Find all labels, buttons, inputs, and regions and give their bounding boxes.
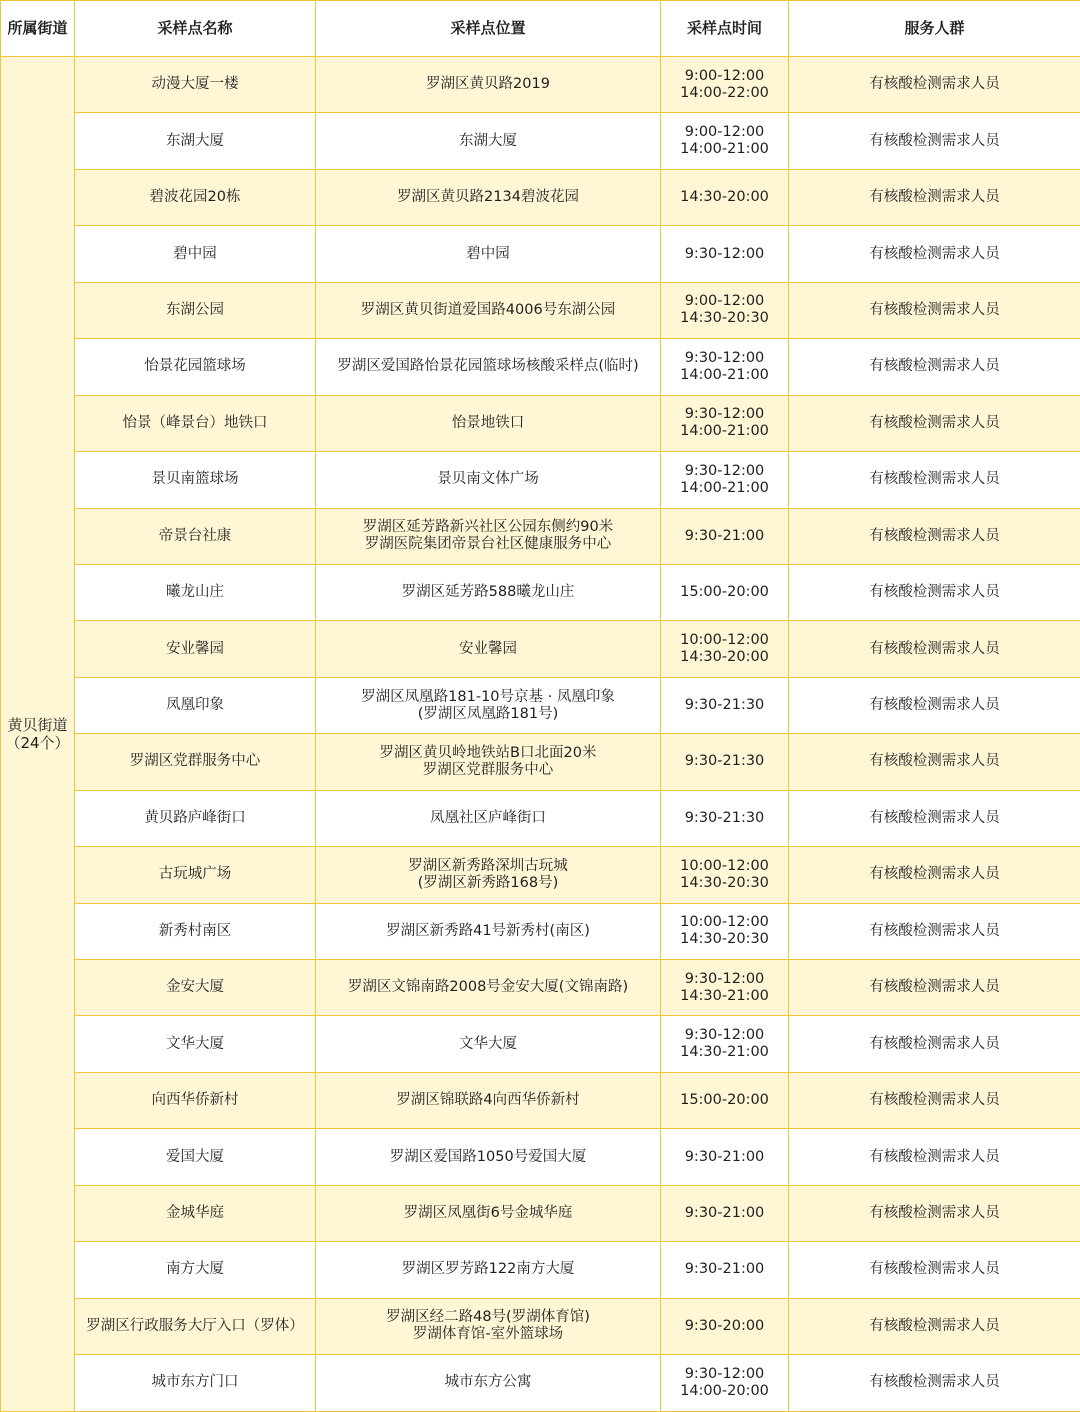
site-time-cell (661, 1072, 789, 1128)
service-group-cell: 有核酸检测需求人员 (789, 1242, 1080, 1298)
site-time-line: 14:30-20:30 (680, 931, 769, 948)
site-name-cell: 动漫大厦一楼 (75, 57, 316, 113)
site-location-cell (316, 1072, 661, 1128)
site-time-line: 14:00-22:00 (680, 84, 769, 101)
table-row (1, 1298, 1080, 1354)
district-count: （24个） (5, 733, 70, 752)
site-location-cell (316, 564, 661, 620)
site-time-line: 14:00-21:00 (680, 479, 769, 496)
site-time-line: 9:00-12:00 (684, 124, 765, 141)
site-time-line: 9:00-12:00 (684, 67, 765, 84)
site-name-cell: 凤凰印象 (75, 677, 316, 733)
table-row (1, 395, 1080, 451)
table-body (1, 57, 1080, 1412)
table-row (1, 169, 1080, 225)
site-location-line: 罗湖区爱国路怡景花园篮球场核酸采样点(临时) (337, 358, 639, 375)
site-time-cell (661, 847, 789, 903)
header-site-name: 采样点名称 (75, 1, 316, 57)
table-row (1, 621, 1080, 677)
site-location-line: 罗湖区新秀路41号新秀村(南区) (386, 922, 590, 939)
service-group-cell: 有核酸检测需求人员 (789, 452, 1080, 508)
service-group-cell: 有核酸检测需求人员 (789, 960, 1080, 1016)
table-row (1, 282, 1080, 338)
site-location-line: 罗湖医院集团帝景台社区健康服务中心 (364, 536, 612, 553)
service-group-cell: 有核酸检测需求人员 (789, 1355, 1080, 1411)
site-time-line: 14:00-20:00 (680, 1382, 769, 1399)
service-group-cell: 有核酸检测需求人员 (789, 903, 1080, 959)
service-group-cell: 有核酸检测需求人员 (789, 790, 1080, 846)
service-group-cell: 有核酸检测需求人员 (789, 339, 1080, 395)
site-time-cell (661, 1355, 789, 1411)
table-row (1, 1242, 1080, 1298)
site-location-cell (316, 903, 661, 959)
site-time-line: 9:30-12:00 (684, 349, 765, 366)
site-time-line: 15:00-20:00 (680, 1092, 769, 1109)
site-time-line: 10:00-12:00 (680, 632, 769, 649)
site-time-line: 14:30-21:00 (680, 1044, 769, 1061)
site-name-cell: 怡景（峰景台）地铁口 (75, 395, 316, 451)
site-time-cell (661, 1242, 789, 1298)
site-name-cell: 金安大厦 (75, 960, 316, 1016)
district-cell (1, 57, 75, 1412)
site-time-cell (661, 395, 789, 451)
site-time-cell (661, 57, 789, 113)
site-time-line: 14:30-20:00 (680, 649, 769, 666)
site-location-cell (316, 1185, 661, 1241)
site-location-cell (316, 1129, 661, 1185)
site-name-cell: 南方大厦 (75, 1242, 316, 1298)
service-group-cell: 有核酸检测需求人员 (789, 282, 1080, 338)
site-name-cell: 爱国大厦 (75, 1129, 316, 1185)
site-time-line: 9:30-12:00 (684, 462, 765, 479)
site-location-cell (316, 282, 661, 338)
site-location-line: 罗湖体育馆-室外篮球场 (412, 1326, 564, 1343)
table-row (1, 903, 1080, 959)
table-row (1, 508, 1080, 564)
site-location-line: (罗湖区新秀路168号) (417, 874, 559, 891)
site-location-cell (316, 960, 661, 1016)
site-time-cell (661, 226, 789, 282)
site-time-cell (661, 1129, 789, 1185)
site-location-line: 罗湖区黄贝街道爱国路4006号东湖公园 (360, 301, 616, 318)
site-name-cell: 罗湖区行政服务大厅入口（罗体） (75, 1298, 316, 1354)
site-time-line: 9:30-21:30 (684, 753, 765, 770)
site-time-line: 9:30-21:30 (684, 697, 765, 714)
site-location-cell (316, 1016, 661, 1072)
site-location-cell (316, 339, 661, 395)
service-group-cell: 有核酸检测需求人员 (789, 734, 1080, 790)
site-time-line: 9:30-21:00 (684, 527, 765, 544)
table-row (1, 1016, 1080, 1072)
site-location-cell (316, 169, 661, 225)
site-location-line: 文华大厦 (459, 1035, 517, 1052)
site-location-line: 罗湖区黄贝岭地铁站B口北面20米 (379, 744, 597, 761)
site-time-cell (661, 903, 789, 959)
site-time-cell (661, 113, 789, 169)
site-name-cell: 东湖大厦 (75, 113, 316, 169)
site-name-cell: 金城华庭 (75, 1185, 316, 1241)
header-district: 所属街道 (1, 1, 75, 57)
site-name-cell: 东湖公园 (75, 282, 316, 338)
site-time-line: 9:30-12:00 (684, 1365, 765, 1382)
site-time-line: 9:30-21:00 (684, 1204, 765, 1221)
table-row (1, 790, 1080, 846)
site-name-cell: 黄贝路庐峰街口 (75, 790, 316, 846)
site-time-line: 9:30-20:00 (684, 1317, 765, 1334)
site-time-cell (661, 452, 789, 508)
site-name-cell: 帝景台社康 (75, 508, 316, 564)
table-row (1, 226, 1080, 282)
site-location-cell (316, 395, 661, 451)
site-location-line: 怡景地铁口 (451, 414, 525, 431)
site-time-cell (661, 564, 789, 620)
table-row (1, 113, 1080, 169)
site-time-line: 9:30-21:00 (684, 1261, 765, 1278)
site-location-line: 安业馨园 (459, 640, 517, 657)
header-row (1, 1, 1080, 57)
site-time-line: 9:30-12:00 (684, 970, 765, 987)
site-location-cell (316, 734, 661, 790)
site-time-cell (661, 621, 789, 677)
site-location-line: (罗湖区凤凰路181号) (417, 705, 559, 722)
site-location-line: 罗湖区文锦南路2008号金安大厦(文锦南路) (347, 979, 629, 996)
service-group-cell: 有核酸检测需求人员 (789, 1298, 1080, 1354)
site-name-cell: 城市东方门口 (75, 1355, 316, 1411)
table-row (1, 1355, 1080, 1411)
service-group-cell: 有核酸检测需求人员 (789, 508, 1080, 564)
table-row (1, 1185, 1080, 1241)
site-location-line: 罗湖区锦联路4向西华侨新村 (396, 1092, 580, 1109)
site-time-cell (661, 960, 789, 1016)
site-time-cell (661, 734, 789, 790)
site-location-line: 罗湖区党群服务中心 (422, 761, 554, 778)
site-time-line: 9:30-12:00 (684, 1027, 765, 1044)
site-location-line: 景贝南文体广场 (437, 471, 539, 488)
site-location-line: 罗湖区黄贝路2019 (426, 76, 550, 93)
site-location-line: 城市东方公寓 (444, 1374, 532, 1391)
site-name-cell: 罗湖区党群服务中心 (75, 734, 316, 790)
site-name-cell: 怡景花园篮球场 (75, 339, 316, 395)
site-time-cell (661, 508, 789, 564)
site-time-line: 14:00-21:00 (680, 366, 769, 383)
site-location-cell (316, 677, 661, 733)
site-time-line: 9:30-12:00 (684, 406, 765, 423)
site-location-cell (316, 790, 661, 846)
site-time-cell (661, 169, 789, 225)
site-time-cell (661, 282, 789, 338)
site-time-line: 14:00-21:00 (680, 423, 769, 440)
site-time-line: 15:00-20:00 (680, 584, 769, 601)
service-group-cell: 有核酸检测需求人员 (789, 169, 1080, 225)
site-time-cell (661, 1016, 789, 1072)
site-name-cell: 安业馨园 (75, 621, 316, 677)
site-location-line: 罗湖区黄贝路2134碧波花园 (397, 189, 579, 206)
service-group-cell: 有核酸检测需求人员 (789, 621, 1080, 677)
site-location-line: 罗湖区新秀路深圳古玩城 (408, 857, 568, 874)
site-location-cell (316, 1298, 661, 1354)
site-time-cell (661, 1185, 789, 1241)
service-group-cell: 有核酸检测需求人员 (789, 113, 1080, 169)
table-row (1, 1072, 1080, 1128)
site-time-line: 14:30-20:00 (680, 189, 769, 206)
site-time-line: 14:30-20:30 (680, 874, 769, 891)
service-group-cell: 有核酸检测需求人员 (789, 847, 1080, 903)
site-time-line: 9:00-12:00 (684, 293, 765, 310)
site-location-line: 罗湖区延芳路新兴社区公园东侧约90米 (362, 519, 614, 536)
site-location-cell (316, 847, 661, 903)
site-location-line: 碧中园 (466, 245, 510, 262)
site-time-line: 10:00-12:00 (680, 914, 769, 931)
header-site-time: 采样点时间 (661, 1, 789, 57)
site-location-line: 罗湖区爱国路1050号爱国大厦 (389, 1148, 587, 1165)
table-row (1, 57, 1080, 113)
site-location-line: 罗湖区经二路48号(罗湖体育馆) (386, 1309, 590, 1326)
header-site-location: 采样点位置 (316, 1, 661, 57)
site-location-cell (316, 226, 661, 282)
table-row (1, 677, 1080, 733)
table-row (1, 847, 1080, 903)
site-location-line: 罗湖区凤凰路181-10号京基 · 凤凰印象 (361, 688, 615, 705)
site-name-cell: 曦龙山庄 (75, 564, 316, 620)
table-row (1, 960, 1080, 1016)
site-time-cell (661, 790, 789, 846)
site-location-line: 罗湖区延芳路588曦龙山庄 (401, 584, 575, 601)
site-name-cell: 文华大厦 (75, 1016, 316, 1072)
site-location-cell (316, 452, 661, 508)
service-group-cell: 有核酸检测需求人员 (789, 677, 1080, 733)
site-time-cell (661, 1298, 789, 1354)
service-group-cell: 有核酸检测需求人员 (789, 1185, 1080, 1241)
service-group-cell: 有核酸检测需求人员 (789, 226, 1080, 282)
table-row (1, 564, 1080, 620)
table-row (1, 1129, 1080, 1185)
site-name-cell: 向西华侨新村 (75, 1072, 316, 1128)
site-name-cell: 新秀村南区 (75, 903, 316, 959)
site-time-line: 9:30-21:30 (684, 809, 765, 826)
site-time-line: 10:00-12:00 (680, 857, 769, 874)
site-time-line: 14:00-21:00 (680, 141, 769, 158)
site-location-cell (316, 1355, 661, 1411)
service-group-cell: 有核酸检测需求人员 (789, 564, 1080, 620)
site-location-cell (316, 621, 661, 677)
site-time-line: 9:30-12:00 (684, 245, 765, 262)
site-location-line: 东湖大厦 (459, 132, 517, 149)
service-group-cell: 有核酸检测需求人员 (789, 57, 1080, 113)
table-row (1, 452, 1080, 508)
table-row (1, 734, 1080, 790)
site-time-line: 9:30-21:00 (684, 1148, 765, 1165)
service-group-cell: 有核酸检测需求人员 (789, 1129, 1080, 1185)
site-time-line: 14:30-21:00 (680, 987, 769, 1004)
service-group-cell: 有核酸检测需求人员 (789, 1016, 1080, 1072)
site-location-cell (316, 113, 661, 169)
site-location-cell (316, 57, 661, 113)
site-time-cell (661, 339, 789, 395)
table-row (1, 339, 1080, 395)
header-service-group: 服务人群 (789, 1, 1080, 57)
site-name-cell: 碧中园 (75, 226, 316, 282)
site-location-line: 凤凰社区庐峰街口 (430, 809, 546, 826)
site-name-cell: 古玩城广场 (75, 847, 316, 903)
site-time-line: 14:30-20:30 (680, 310, 769, 327)
site-name-cell: 碧波花园20栋 (75, 169, 316, 225)
site-location-line: 罗湖区罗芳路122南方大厦 (401, 1261, 575, 1278)
service-group-cell: 有核酸检测需求人员 (789, 395, 1080, 451)
site-location-cell (316, 1242, 661, 1298)
site-name-cell: 景贝南篮球场 (75, 452, 316, 508)
service-group-cell: 有核酸检测需求人员 (789, 1072, 1080, 1128)
site-location-line: 罗湖区凤凰街6号金城华庭 (403, 1204, 573, 1221)
district-name: 黄贝街道 (7, 715, 68, 734)
site-time-cell (661, 677, 789, 733)
site-location-cell (316, 508, 661, 564)
